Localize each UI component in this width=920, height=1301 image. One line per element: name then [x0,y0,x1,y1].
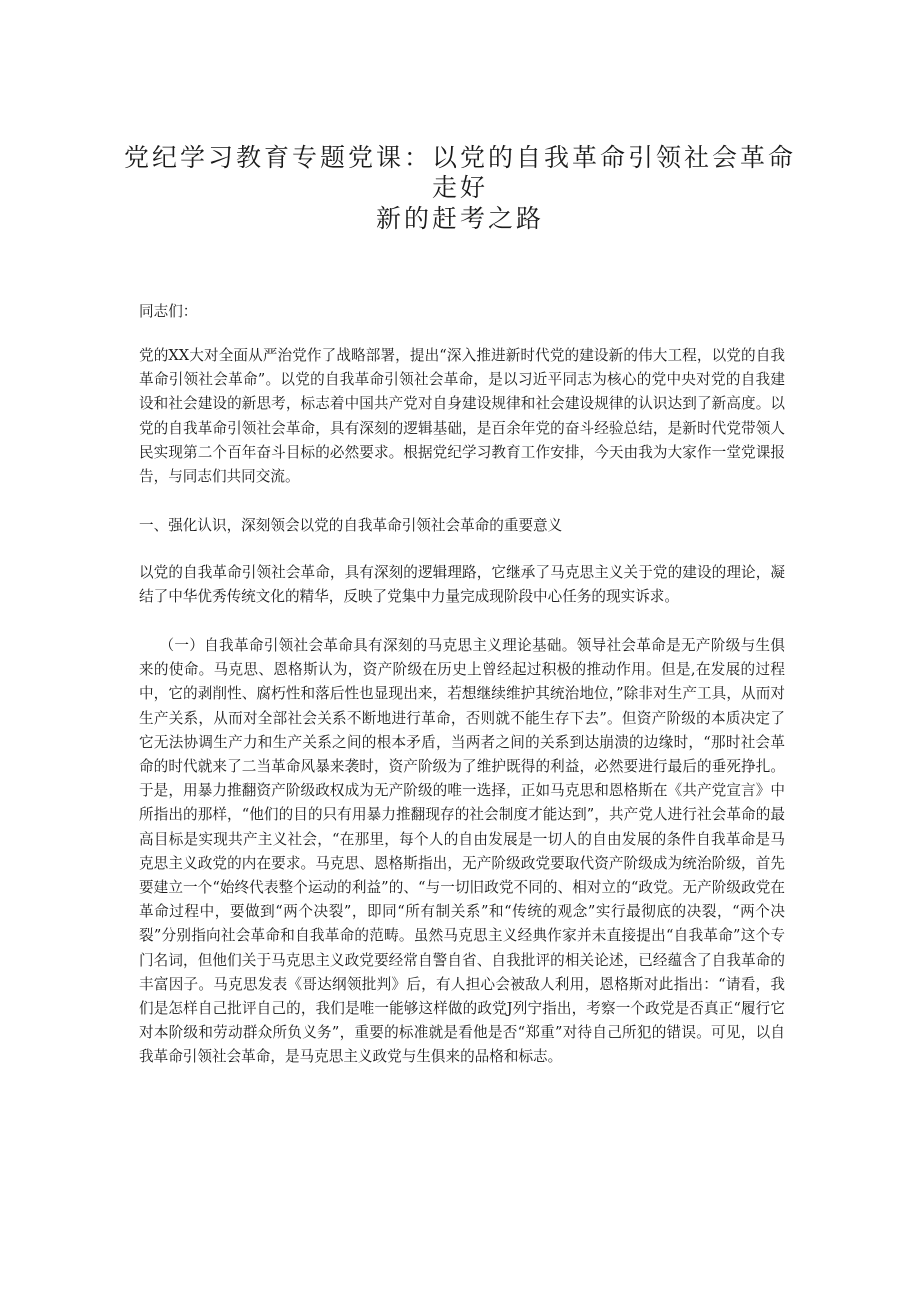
paragraph-section-intro: 以党的自我革命引领社会革命，具有深刻的逻辑理路，它继承了马克思主义关于党的建设的理论，凝结了中华优秀传统文化的精华，反映了党集中力量完成现阶段中心任务的现实诉求。 [139,564,785,606]
paragraph-intro: 党的XX大对全面从严治党作了战略部署，提出“深入推进新时代党的建设新的伟大工程，以党的自我革命引领社会革命”。以党的自我革命引领社会革命，是以习近平同志为核心的党中央对党的自我建设和社会建设的新思考，标志着中国共产党对自身建设规律和社会建设规律的认识达到了新高度。以党的自我革命引领社会革命，具有深刻的逻辑基础，是百余年党的奋斗经验总结，是新时代党带领人民实现第二个百年奋斗目标的必然要求。根据党纪学习教育工作安排，今天由我为大家作一堂党课报告，与同志们共同交流。 [139,347,785,486]
document-title-line-1: 党纪学习教育专题党课：以党的自我革命引领社会革命走好 [123,143,796,202]
greeting: 同志们： [139,303,198,320]
paragraph-subsection-1: （一）自我革命引领社会革命具有深刻的马克思主义理论基础。领导社会革命是无产阶级与生俱来的使命。马克思、恩格斯认为，资产阶级在历史上曾经起过积极的推动作用。但是,在发展的过程中，它的剥削性、腐朽性和落后性也显现出来，若想继续维护其统治地位，”除非对生产工具，从而对生产关系，从而对全部社会关系不断地进行革命，否则就不能生存下去”。但资产阶级的本质决定了它无法协调生产力和生产关系之间的根本矛盾，当两者之间的关系到达崩溃的边缘时，“那时社会革命的时代就来了二当革命风暴来袭时，资产阶级为了维护既得的利益，必然要进行最后的垂死挣扎。于是，用暴力推翻资产阶级政权成为无产阶级的唯一选择，正如马克思和恩格斯在《共产党宣言》中所指出的那样，“他们的目的只有用暴力推翻现存的社会制度才能达到”，共产党人进行社会革命的最高目标是实现共产主义社会，“在那里，每个人的自由发展是一切人的自由发展的条件自我革命是马克思主义政党的内在要求。马克思、恩格斯指出，无产阶级政党要取代资产阶级成为统治阶级，首先要建立一个“始终代表整个运动的利益”的、“与一切旧政党不同的、相对立的“政党。无产阶级政党在革命过程中，要做到“两个决裂”，即同“所有制关系”和“传统的观念”实行最彻底的决裂，“两个决裂”分别指向社会革命和自我革命的范畴。虽然马克思主义经典作家并未直接提出“自我革命”这个专门名词，但他们关于马克思主义政党要经常自警自省、自我批评的相关论述，已经蕴含了自我革命的丰富因子。马克思发表《哥达纲领批判》后，有人担心会被敌人利用，恩格斯对此指出：“请看，我们是怎样自己批评自己的，我们是唯一能够这样做的政党J列宁指出，考察一个政党是否真正“履行它对本阶级和劳动群众所负义务”，重要的标准就是看他是否“郑重”对待自己所犯的错误。可见，以自我革命引领社会革命，是马克思主义政党与生俱来的品格和标志。 [139,637,785,1066]
section-heading-1: 一、强化认识，深刻领会以党的自我革命引领社会革命的重要意义 [139,517,563,534]
document-title-line-2: 新的赶考之路 [375,204,544,233]
